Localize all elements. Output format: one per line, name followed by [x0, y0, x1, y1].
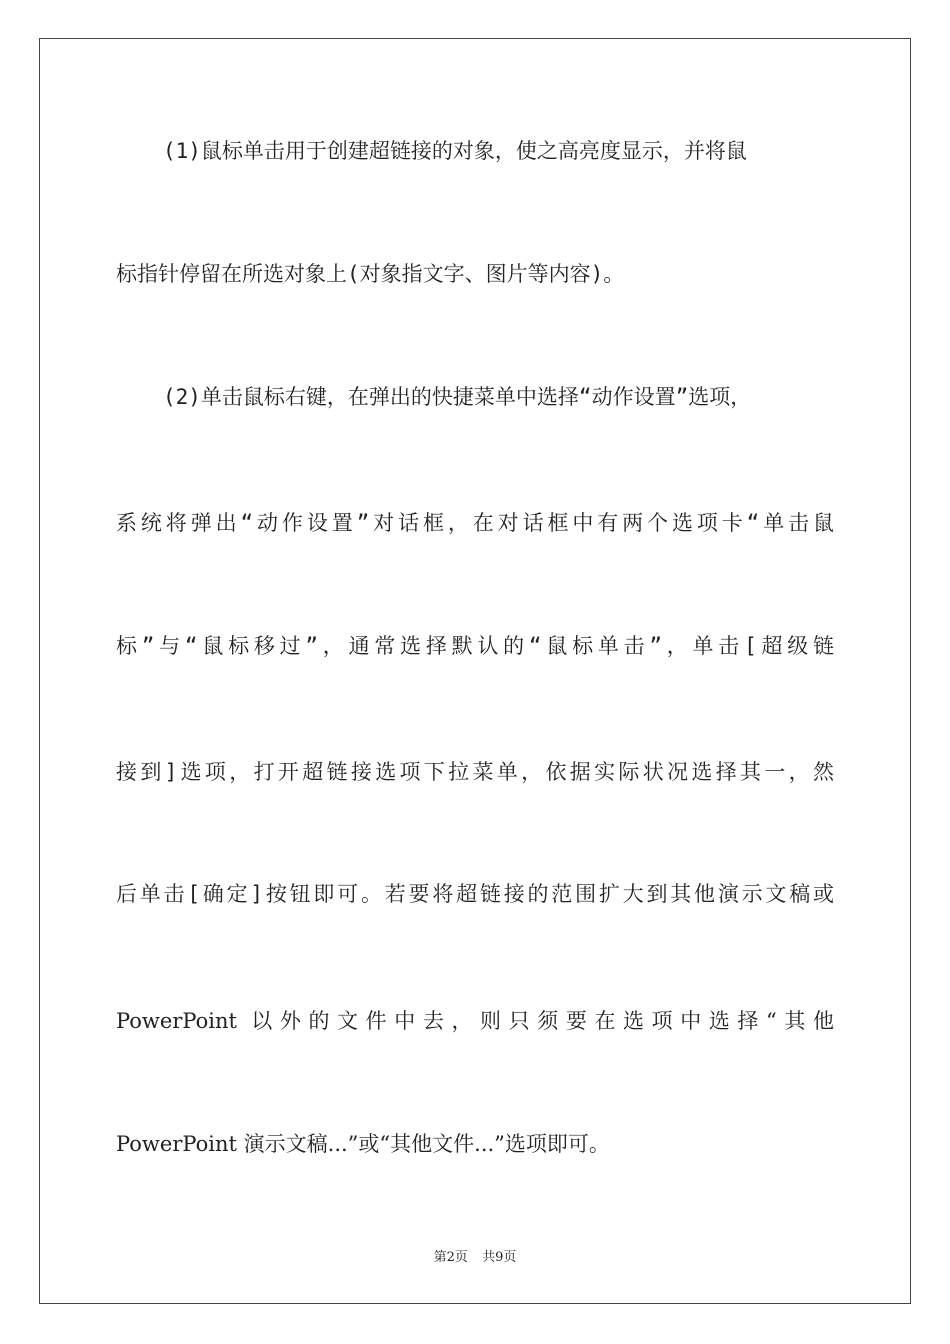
- paragraph-2-line-4: 接到]选项，打开超链接选项下拉菜单，依据实际状况选择其一，然: [116, 760, 834, 784]
- paragraph-2-line-6: PowerPoint 以外的文件中去，则只须要在选项中选择“其他: [116, 1009, 834, 1033]
- paragraph-2-line-3: 标”与“鼠标移过”，通常选择默认的“鼠标单击”，单击[超级链: [116, 634, 834, 658]
- page-number: 第2页: [433, 1250, 468, 1265]
- paragraph-1-line-1: (1)鼠标单击用于创建超链接的对象，使之高亮度显示，并将鼠: [163, 139, 747, 163]
- page-footer: [0, 1246, 950, 1265]
- page-total: 共9页: [482, 1250, 517, 1265]
- paragraph-2-line-1: (2)单击鼠标右键，在弹出的快捷菜单中选择“动作设置”选项，: [163, 385, 752, 409]
- paragraph-1-line-2: 标指针停留在所选对象上(对象指文字、图片等内容)。: [116, 262, 625, 286]
- page-border: [39, 38, 911, 1304]
- paragraph-2-line-7: PowerPoint 演示文稿...”或“其他文件...”选项即可。: [116, 1132, 610, 1156]
- paragraph-2-line-2: 系统将弹出“动作设置”对话框，在对话框中有两个选项卡“单击鼠: [116, 511, 834, 535]
- paragraph-2-line-5: 后单击[确定]按钮即可。若要将超链接的范围扩大到其他演示文稿或: [116, 882, 834, 906]
